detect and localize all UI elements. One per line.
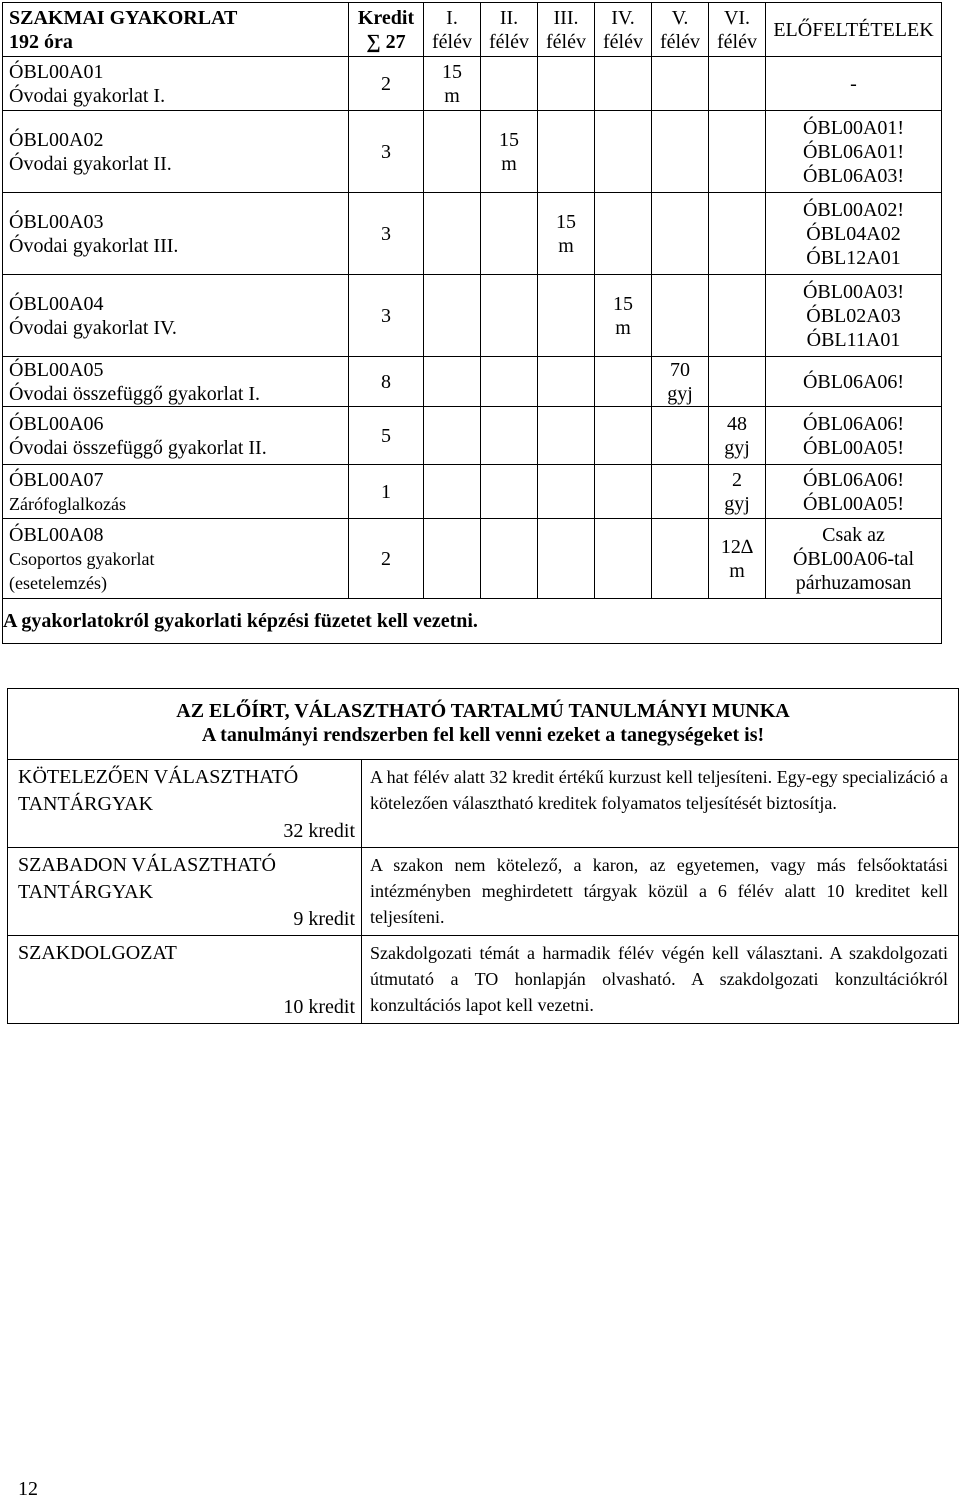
prereq-item: ÓBL06A06! [802, 370, 905, 393]
prereq-cell [766, 111, 942, 193]
semester-number: IV. [611, 6, 635, 29]
semester-cell [424, 111, 481, 193]
semester-cell [538, 57, 595, 111]
hours-value: 2 [732, 468, 742, 491]
hours-unit: m [501, 152, 517, 175]
semester-cell [595, 57, 652, 111]
prereq-item: ÓBL00A03! [802, 280, 905, 303]
course-credit: 8 [349, 357, 424, 407]
prereq-item: ÓBL00A02! [802, 198, 905, 221]
semester-cell [538, 357, 595, 407]
semester-label: félév [660, 30, 700, 53]
prereq-cell [766, 465, 942, 519]
prereq-item: ÓBL06A06! [802, 468, 905, 491]
practice-table-footer [3, 599, 942, 644]
hours-unit: m [615, 316, 631, 339]
semester-label: félév [489, 30, 529, 53]
semester-label: félév [717, 30, 757, 53]
semester-cell [652, 465, 709, 519]
semester-cell [709, 357, 766, 407]
prereq-cell [766, 57, 942, 111]
semester-cell [595, 465, 652, 519]
course-name: Óvodai összefüggő gyakorlat II. [9, 436, 267, 459]
elective-desc: A hat félév alatt 32 kredit értékű kurzust kell teljesíteni. Egy-egy specializáció a kötelezően választható kreditek folyamatos teljesítését biztosítja. [370, 767, 948, 813]
course-cell [3, 275, 349, 357]
course-credit: 3 [349, 275, 424, 357]
semester-cell [538, 407, 595, 465]
semester-cell [595, 407, 652, 465]
semester-cell [709, 519, 766, 599]
semester-cell [538, 193, 595, 275]
course-credit: 2 [349, 519, 424, 599]
prereq-item: - [850, 72, 857, 95]
semester-cell [595, 275, 652, 357]
elective-label-line1: SZABADON VÁLASZTHATÓ [18, 854, 276, 876]
semester-cell [652, 275, 709, 357]
course-code: ÓBL00A02 [9, 128, 104, 151]
prereq-cell [766, 193, 942, 275]
practice-row [3, 57, 942, 111]
elective-row-mandatory [8, 760, 958, 848]
prereq-item: ÓBL06A06! [802, 412, 905, 435]
semester-cell [424, 465, 481, 519]
elective-desc: A szakon nem kötelező, a karon, az egyetemen, vagy más felsőoktatási intézményben meghirdetett tárgyak közül a 6 félév alatt 10 kreditet kell teljesíteni. [370, 855, 948, 927]
header-credit-total: ∑ 27 [366, 30, 406, 53]
semester-number: II. [499, 6, 519, 29]
semester-cell [709, 407, 766, 465]
header-semester-2 [481, 3, 538, 57]
hours-value: 15 [499, 128, 519, 151]
hours-value: 12∆ [720, 535, 754, 558]
course-cell [3, 357, 349, 407]
hours-unit: m [558, 234, 574, 257]
semester-cell [481, 57, 538, 111]
elective-desc: Szakdolgozati témát a harmadik félév végén kell választani. A szakdolgozati útmutató a TO honlapján olvasható. A szakdolgozati konzultációkról konzultációs lapot kell vezetni. [370, 943, 948, 1015]
header-title-cell [3, 3, 349, 57]
practice-row [3, 519, 942, 599]
practice-rows [3, 57, 942, 599]
elective-row-thesis [8, 936, 958, 1023]
prereq-item: ÓBL00A05! [802, 436, 905, 459]
course-cell [3, 519, 349, 599]
prereq-item: ÓBL12A01 [806, 246, 901, 269]
elective-credit: 9 kredit [293, 908, 355, 930]
elective-title-line1: AZ ELŐÍRT, VÁLASZTHATÓ TARTALMÚ TANULMÁNYI MUNKA [176, 700, 790, 722]
prereq-item: ÓBL00A05! [802, 492, 905, 515]
course-code: ÓBL00A04 [9, 292, 104, 315]
course-credit: 3 [349, 193, 424, 275]
prereq-cell [766, 519, 942, 599]
semester-cell [652, 111, 709, 193]
semester-cell [709, 111, 766, 193]
semester-cell [481, 407, 538, 465]
course-name: Óvodai összefüggő gyakorlat I. [9, 382, 261, 405]
semester-cell [538, 465, 595, 519]
practice-row [3, 275, 942, 357]
header-semester-6 [709, 3, 766, 57]
elective-label-line1: KÖTELEZŐEN VÁLASZTHATÓ [18, 766, 299, 788]
prereq-cell [766, 357, 942, 407]
header-credit-cell [349, 3, 424, 57]
prereq-item: Csak az [822, 523, 885, 546]
elective-credit: 32 kredit [283, 820, 355, 842]
course-code: ÓBL00A07 [9, 468, 104, 491]
course-code: ÓBL00A08 [9, 523, 104, 546]
semester-number: III. [553, 6, 579, 29]
semester-cell [424, 519, 481, 599]
semester-cell [709, 465, 766, 519]
semester-cell [424, 275, 481, 357]
course-name: Óvodai gyakorlat IV. [9, 316, 177, 339]
hours-unit: m [729, 559, 745, 582]
prereq-cell [766, 407, 942, 465]
semester-number: I. [446, 6, 458, 29]
elective-label-spacer [18, 967, 355, 994]
semester-number: VI. [723, 6, 751, 29]
prereq-item: ÓBL00A01! [802, 116, 905, 139]
course-name: Zárófoglalkozás [9, 493, 126, 514]
course-cell [3, 465, 349, 519]
course-credit: 2 [349, 57, 424, 111]
practice-row [3, 357, 942, 407]
header-title: SZAKMAI GYAKORLAT [9, 6, 238, 29]
semester-cell [595, 111, 652, 193]
course-cell [3, 111, 349, 193]
semester-label: félév [432, 30, 472, 53]
semester-cell [481, 465, 538, 519]
course-code: ÓBL00A06 [9, 412, 104, 435]
semester-cell [481, 519, 538, 599]
semester-cell [424, 407, 481, 465]
practice-row [3, 407, 942, 465]
course-name: Óvodai gyakorlat III. [9, 234, 179, 257]
semester-cell [652, 57, 709, 111]
course-code: ÓBL00A05 [9, 358, 104, 381]
practice-table-header [3, 3, 942, 57]
semester-cell [652, 357, 709, 407]
semester-cell [538, 519, 595, 599]
elective-label-cell [8, 760, 362, 847]
header-credit-label: Kredit [357, 6, 415, 29]
hours-value: 70 [670, 358, 690, 381]
prereq-item: ÓBL02A03 [806, 304, 901, 327]
page-number: 12 [18, 1478, 38, 1500]
elective-label-line2: TANTÁRGYAK [18, 793, 154, 815]
semester-cell [538, 275, 595, 357]
course-cell [3, 57, 349, 111]
prereq-item: ÓBL06A01! [802, 140, 905, 163]
semester-cell [481, 193, 538, 275]
hours-unit: gyj [724, 492, 750, 515]
prereq-item: ÓBL00A06-tal [792, 547, 915, 570]
semester-cell [709, 57, 766, 111]
header-semester-5 [652, 3, 709, 57]
hours-value: 15 [613, 292, 633, 315]
semester-number: V. [671, 6, 689, 29]
prereq-item: ÓBL04A02 [806, 222, 901, 245]
hours-unit: gyj [667, 382, 693, 405]
header-semester-3 [538, 3, 595, 57]
semester-cell [652, 407, 709, 465]
elective-title-line2: A tanulmányi rendszerben fel kell venni ezeket a tanegységeket is! [201, 724, 765, 746]
course-name-extra: (esetelemzés) [9, 572, 107, 593]
practice-row [3, 111, 942, 193]
elective-row-free [8, 848, 958, 936]
practice-table [2, 2, 942, 644]
course-credit: 1 [349, 465, 424, 519]
course-cell [3, 407, 349, 465]
semester-cell [424, 57, 481, 111]
practice-row [3, 465, 942, 519]
prereq-item: párhuzamosan [795, 571, 912, 594]
prereq-cell [766, 275, 942, 357]
elective-title [8, 689, 958, 760]
hours-value: 15 [556, 210, 576, 233]
hours-unit: m [444, 84, 460, 107]
course-code: ÓBL00A01 [9, 60, 104, 83]
semester-cell [481, 275, 538, 357]
course-code: ÓBL00A03 [9, 210, 104, 233]
hours-value: 15 [442, 60, 462, 83]
course-name: Óvodai gyakorlat II. [9, 152, 172, 175]
header-prereq: ELŐFELTÉTELEK [766, 3, 942, 57]
course-credit: 3 [349, 111, 424, 193]
semester-cell [652, 193, 709, 275]
header-semester-1 [424, 3, 481, 57]
course-cell [3, 193, 349, 275]
elective-label-cell [8, 848, 362, 935]
course-credit: 5 [349, 407, 424, 465]
hours-value: 48 [727, 412, 747, 435]
semester-label: félév [546, 30, 586, 53]
semester-cell [538, 111, 595, 193]
semester-cell [595, 519, 652, 599]
semester-cell [424, 357, 481, 407]
elective-label-cell [8, 936, 362, 1023]
elective-label-line1: SZAKDOLGOZAT [18, 942, 177, 964]
semester-cell [481, 357, 538, 407]
course-name: Csoportos gyakorlat [9, 548, 155, 569]
semester-cell [652, 519, 709, 599]
semester-cell [424, 193, 481, 275]
course-name: Óvodai gyakorlat I. [9, 84, 166, 107]
prereq-item: ÓBL11A01 [806, 328, 901, 351]
semester-cell [709, 275, 766, 357]
elective-credit: 10 kredit [283, 996, 355, 1018]
semester-cell [595, 357, 652, 407]
semester-cell [481, 111, 538, 193]
semester-cell [709, 193, 766, 275]
hours-unit: gyj [724, 436, 750, 459]
elective-label-line2: TANTÁRGYAK [18, 881, 154, 903]
prereq-item: ÓBL06A03! [802, 164, 905, 187]
semester-label: félév [603, 30, 643, 53]
semester-cell [595, 193, 652, 275]
header-hours: 192 óra [9, 30, 73, 53]
header-semester-4 [595, 3, 652, 57]
practice-row [3, 193, 942, 275]
elective-table [7, 688, 959, 1024]
footer-note: A gyakorlatokról gyakorlati képzési füzetet kell vezetni. [3, 599, 942, 644]
